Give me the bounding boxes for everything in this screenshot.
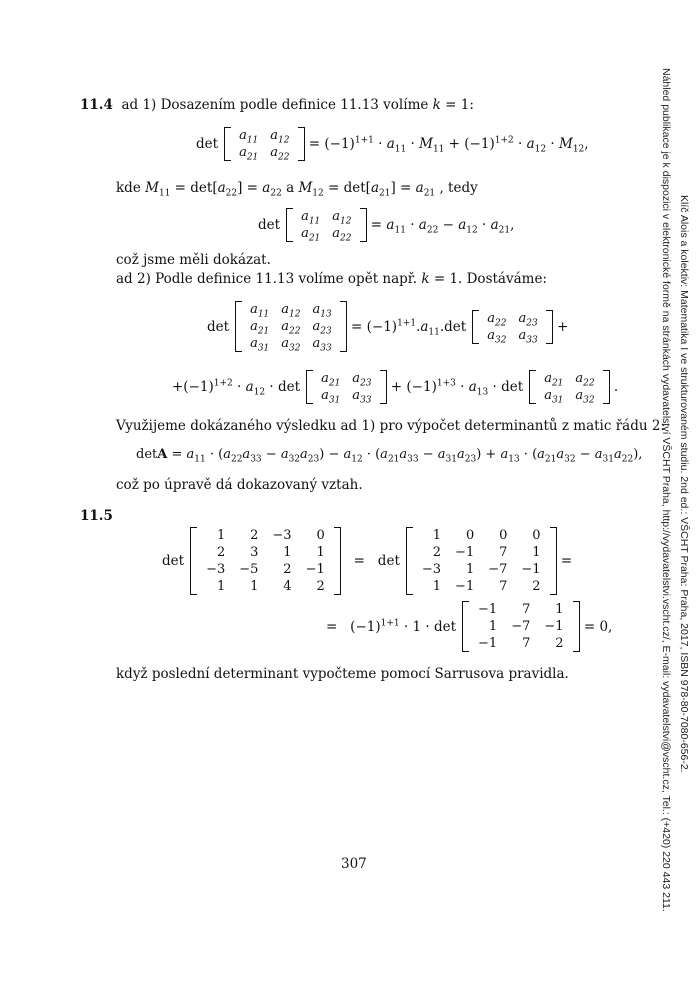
matrix-cell: 7 [522, 636, 531, 651]
matrix-cell: −1 [544, 619, 564, 634]
matrix-cell: −7 [511, 619, 531, 634]
matrix-cell: −3 [421, 562, 442, 577]
matrix-cell: 2 [532, 579, 541, 594]
matrix-2x2: $a_{11}$ $a_{12}$ $a_{21}$ $a_{22}$ [286, 208, 366, 242]
formula-det4: det 1 2 −3 0 2 3 1 1 −3 −5 2 −1 1 1 4 2 = det 1 0 0 0 2 −1 7 1 −3 1 −7 −1 1 −1 7 2 = [162, 528, 573, 594]
exercise-number: 11.4 [80, 97, 113, 113]
matrix-row [415, 544, 548, 561]
formula-det3-continued: $+(-1)^{1+2} \cdot a_{12} \cdot \det$ $a_{21}$ $a_{23}$ $a_{31}$ $a_{33}$ + $(-1)^{1+3} \cdot a_{13} \cdot \det$ $a_{21}$ $a_{22}$ $a_{31}$ $a_{32}$ . [172, 371, 619, 406]
matrix-cell: 3 [250, 545, 259, 560]
matrix-cell: 2 [555, 636, 564, 651]
matrix-cell: −1 [305, 562, 325, 577]
matrix-cell: 1 [532, 545, 541, 560]
minor-m11: $a_{22}$ $a_{23}$ $a_{32}$ $a_{33}$ [472, 310, 552, 344]
formula-det3-numeric: = $(-1)^{1+1} \cdot 1 \cdot \det$ −1 7 1 1 −7 −1 −1 7 2 = 0, [326, 602, 613, 651]
matrix-row [471, 618, 571, 635]
matrix-cell: 1 [250, 579, 259, 594]
matrix-cell: 1 [488, 619, 498, 634]
matrix-row [199, 578, 332, 595]
matrix-cell: 0 [465, 528, 475, 543]
use-line: Využijeme dokázaného výsledku ad 1) pro výpočet determinantů z matic řádu 2: [116, 418, 665, 434]
matrix-cell: −1 [455, 579, 475, 594]
matrix-cell: 7 [522, 602, 531, 617]
side-note-line2: Náhled publikace je k dispozici v elektronické formě na stránkách vydavatelství VŠCHT Praha, http://vydavatelstvi.vscht.cz/, E-mail: vydavatelstvi@vscht.cz, Tel.: (+420) 220 443 211. [660, 68, 672, 912]
formula-det-a: $\det A = a_{11} \cdot (a_{22}a_{33} - a_{32}a_{23}) - a_{12} \cdot (a_{21}a_{33} - a_{31}a_{23}) + a_{13} \cdot (a_{21}a_{32} - a_{31}a_{22})$, [136, 447, 643, 465]
matrix-cell: −7 [488, 562, 508, 577]
formula-det2-result: det $a_{11}$ $a_{12}$ $a_{21}$ $a_{22}$ = $a_{11} \cdot a_{22} - a_{12} \cdot a_{21}$, [258, 209, 515, 244]
exercise-11-4-heading [80, 97, 474, 113]
formula-det3-expansion: det $a_{11}$ $a_{12}$ $a_{13}$ $a_{21}$ $a_{22}$ $a_{23}$ $a_{31}$ $a_{32}$ $a_{33}$ = $(-1)^{1+1}.a_{11}.\det$ $a_{22}$ $a_{23}$ $a_{32}$ $a_{33}$ + [207, 302, 569, 354]
where-line: kde $M_{11} = \det[a_{22}] = a_{22}$ a $M_{12} = \det[a_{21}] = a_{21}$ , tedy [116, 180, 478, 199]
matrix-c-3x3 [462, 601, 580, 652]
matrix-cell: 1 [283, 545, 292, 560]
matrix-cell: 4 [283, 579, 292, 594]
matrix-cell: −3 [272, 528, 292, 543]
matrix-cell: 1 [316, 545, 325, 560]
conclusion-line: když poslední determinant vypočteme pomocí Sarrusova pravidla. [116, 666, 569, 682]
matrix-3x3: $a_{11}$ $a_{12}$ $a_{13}$ $a_{21}$ $a_{22}$ $a_{23}$ $a_{31}$ $a_{32}$ $a_{33}$ [235, 301, 347, 352]
minor-m13: $a_{21}$ $a_{22}$ $a_{31}$ $a_{32}$ [529, 370, 609, 404]
part2-line: ad 2) Podle definice 11.13 volíme opět např. k = 1. Dostáváme: [116, 271, 547, 287]
matrix-cell: 0 [316, 528, 325, 543]
formula-det2-expansion: det $a_{11}$ $a_{12}$ $a_{21}$ $a_{22}$ = $(-1)^{1+1} \cdot a_{11} \cdot M_{11} + (-1)^{1+2} \cdot a_{12} \cdot M_{12}$, [196, 128, 589, 163]
matrix-cell: 2 [216, 545, 226, 560]
matrix-b-4x4 [406, 527, 557, 595]
after-line: což po úpravě dá dokazovaný vztah. [116, 477, 363, 493]
matrix-cell: −3 [206, 562, 226, 577]
matrix-row [415, 561, 548, 578]
matrix-row [199, 527, 332, 544]
matrix-cell: −1 [455, 545, 475, 560]
exercise-intro: ad 1) Dosazením podle definice 11.13 volíme k = 1: [117, 97, 474, 113]
matrix-cell: −1 [521, 562, 541, 577]
matrix-cell: 2 [432, 545, 442, 560]
matrix-2x2: $a_{11}$ $a_{12}$ $a_{21}$ $a_{22}$ [224, 127, 304, 161]
matrix-cell: 1 [465, 562, 475, 577]
matrix-cell: 2 [316, 579, 325, 594]
matrix-cell: 7 [499, 545, 508, 560]
matrix-cell: 2 [283, 562, 292, 577]
matrix-row [471, 635, 571, 652]
matrix-cell: −1 [478, 602, 498, 617]
matrix-a-4x4 [190, 527, 341, 595]
minor-m12: $a_{21}$ $a_{23}$ $a_{31}$ $a_{33}$ [306, 370, 386, 404]
matrix-cell: 7 [499, 579, 508, 594]
matrix-row [199, 561, 332, 578]
matrix-cell: 1 [432, 579, 442, 594]
matrix-cell: 1 [555, 602, 564, 617]
matrix-cell: 2 [250, 528, 259, 543]
matrix-cell: −1 [478, 636, 498, 651]
matrix-cell: 0 [532, 528, 541, 543]
exercise-11-5-number: 11.5 [80, 508, 113, 524]
matrix-row [415, 527, 548, 544]
matrix-cell: 1 [432, 528, 442, 543]
matrix-cell: −5 [239, 562, 259, 577]
matrix-cell: 0 [499, 528, 508, 543]
matrix-row [199, 544, 332, 561]
matrix-row [415, 578, 548, 595]
page-number: 307 [341, 856, 367, 872]
matrix-row [471, 601, 571, 618]
matrix-cell: 1 [216, 579, 226, 594]
matrix-cell: 1 [216, 528, 226, 543]
proved-line: což jsme měli dokázat. [116, 252, 271, 268]
side-note-line1: Klíč Alois a kolektiv: Matematika I ve strukturovaném studiu. 2nd ed.: VŠCHT Praha: Praha, 2017, ISBN 978-80-7080-656-2. [678, 195, 690, 773]
